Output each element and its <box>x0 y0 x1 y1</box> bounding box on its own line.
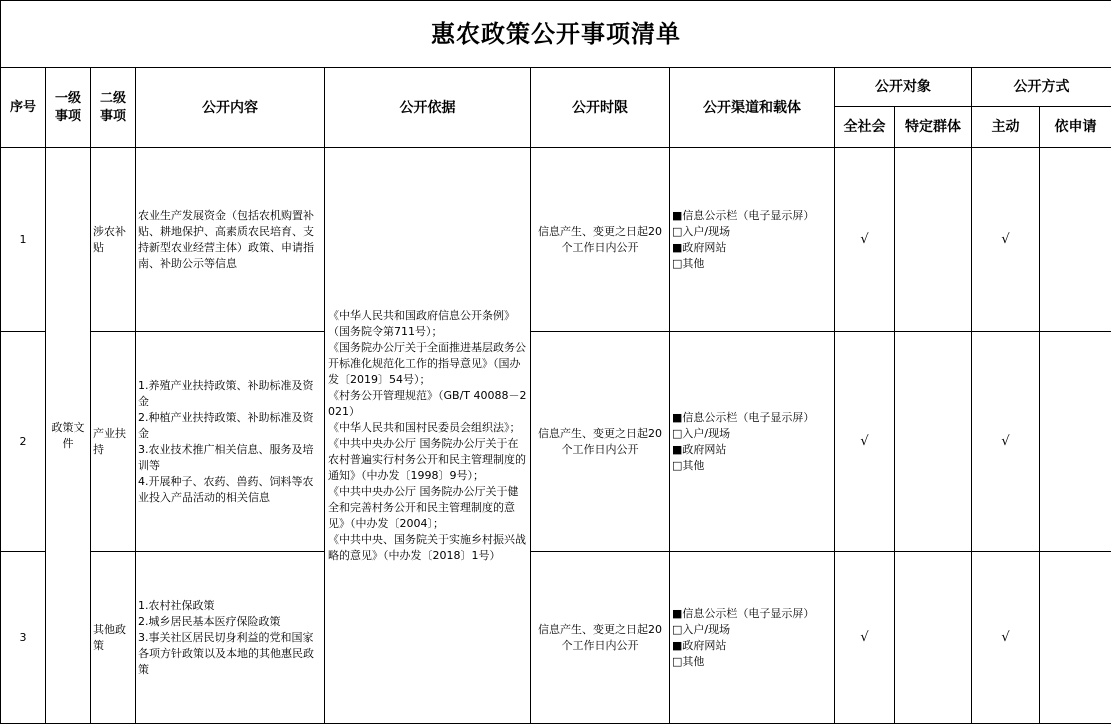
level1-item: 政策文件 <box>46 148 91 724</box>
row-content: 1.农村社保政策 2.城乡居民基本医疗保险政策 3.事关社区居民切身利益的党和国家各项方针政策以及本地的其他惠民政策 <box>136 552 325 724</box>
channel-item: □入户/现场 <box>672 426 731 440</box>
row-channels <box>670 148 835 332</box>
target-specific-check <box>895 552 972 724</box>
row-channels <box>670 332 835 552</box>
header-level2: 二级 事项 <box>91 68 136 148</box>
method-request-check <box>1040 332 1111 552</box>
target-specific-check <box>895 332 972 552</box>
channel-item: ■政府网站 <box>672 442 727 456</box>
header-target-all: 全社会 <box>835 107 895 148</box>
header-target: 公开对象 <box>835 68 972 107</box>
header-content: 公开内容 <box>136 68 325 148</box>
disclosure-basis: 《中华人民共和国政府信息公开条例》（国务院令第711号）； 《国务院办公厅关于全面推进基层政务公开标准化规范化工作的指导意见》（国办发〔2019〕54号）； 《村务公开管理规范》（GB/T 40088－2021） 《中华人民共和国村民委员会组织法》； 《中共中央办公厅 国务院办公厅关于在农村普遍实行村务公开和民主管理制度的通知》（中办发〔1998〕9号）； 《中共中央办公厅 国务院办公厅关于健全和完善村务公开和民主管理制度的意见》（中办发〔2004〕； 《中共中央、国务院关于实施乡村振兴战略的意见》（中办发〔2018〕1号） <box>325 148 531 724</box>
target-all-check: √ <box>835 332 895 552</box>
channel-item: ■政府网站 <box>672 638 727 652</box>
row-level2: 其他政策 <box>91 552 136 724</box>
header-level1: 一级 事项 <box>46 68 91 148</box>
header-method-active: 主动 <box>972 107 1040 148</box>
channel-item: □入户/现场 <box>672 622 731 636</box>
channel-item: □入户/现场 <box>672 224 731 238</box>
row-time-limit: 信息产生、变更之日起20个工作日内公开 <box>531 332 670 552</box>
row-seq: 3 <box>1 552 46 724</box>
row-content: 农业生产发展资金（包括农机购置补贴、耕地保护、高素质农民培育、支持新型农业经营主体）政策、申请指南、补助公示等信息 <box>136 148 325 332</box>
channel-item: □其他 <box>672 458 705 472</box>
header-target-specific: 特定群体 <box>895 107 972 148</box>
row-seq: 1 <box>1 148 46 332</box>
method-active-check: √ <box>972 148 1040 332</box>
row-level2: 涉农补贴 <box>91 148 136 332</box>
method-request-check <box>1040 148 1111 332</box>
row-content: 1.养殖产业扶持政策、补助标准及资金 2.种植产业扶持政策、补助标准及资金 3.农业技术推广相关信息、服务及培训等 4.开展种子、农药、兽药、饲料等农业投入产品活动的相关信息 <box>136 332 325 552</box>
method-request-check <box>1040 552 1111 724</box>
row-seq: 2 <box>1 332 46 552</box>
row-time-limit: 信息产生、变更之日起20个工作日内公开 <box>531 552 670 724</box>
method-active-check: √ <box>972 332 1040 552</box>
channel-item: □其他 <box>672 654 705 668</box>
table-row <box>1 552 1111 724</box>
page-title: 惠农政策公开事项清单 <box>1 1 1111 68</box>
target-all-check: √ <box>835 552 895 724</box>
header-basis: 公开依据 <box>325 68 531 148</box>
header-method-request: 依申请 <box>1040 107 1111 148</box>
channel-item: ■政府网站 <box>672 240 727 254</box>
row-time-limit: 信息产生、变更之日起20个工作日内公开 <box>531 148 670 332</box>
row-channels <box>670 552 835 724</box>
header-channel: 公开渠道和载体 <box>670 68 835 148</box>
table-row <box>1 148 1111 332</box>
header-time-limit: 公开时限 <box>531 68 670 148</box>
channel-item: □其他 <box>672 256 705 270</box>
row-level2: 产业扶持 <box>91 332 136 552</box>
channel-item: ■信息公示栏（电子显示屏） <box>672 208 815 222</box>
target-specific-check <box>895 148 972 332</box>
target-all-check: √ <box>835 148 895 332</box>
channel-item: ■信息公示栏（电子显示屏） <box>672 606 815 620</box>
table-row <box>1 332 1111 552</box>
header-method: 公开方式 <box>972 68 1111 107</box>
header-seq: 序号 <box>1 68 46 148</box>
channel-item: ■信息公示栏（电子显示屏） <box>672 410 815 424</box>
method-active-check: √ <box>972 552 1040 724</box>
